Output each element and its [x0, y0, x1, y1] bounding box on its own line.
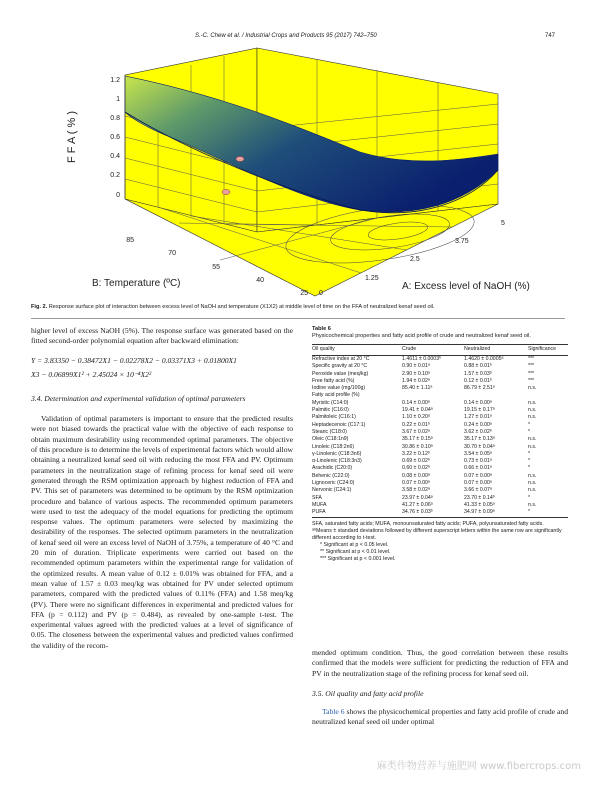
equation-line: X3 − 0.06899X1² + 2.45024 × 10⁻⁴X2²: [31, 369, 152, 379]
table-cell: MUFA: [312, 501, 327, 508]
table-cell: Nervonic (C24:1): [312, 487, 352, 494]
figure-caption-text: Response surface plot of interaction between excess level of NaOH and temperature (X1X2) at middle level of time on the FFA of neutralized kenaf seed oil.: [47, 304, 435, 310]
table-header: Significance: [528, 345, 568, 356]
paragraph: [312, 707, 568, 728]
table-cell: Stearic (C18:0): [312, 428, 347, 435]
table-row: [312, 356, 568, 364]
table-cell: *: [528, 458, 531, 465]
table-cell: 0.08 ± 0.00ᵃ: [402, 472, 430, 479]
table-cell: Behenic (C22:0): [312, 472, 350, 479]
table-cell: 41.33 ± 0.05ᵃ: [464, 501, 495, 508]
section-heading: 3.4. Determination and experimental validation of optimal parameters: [31, 394, 246, 404]
table-row: [312, 371, 568, 378]
table-6-block: [312, 326, 568, 563]
table-cell: α-Linolenic (C18:3n3): [312, 458, 362, 465]
table-cell: 34.97 ± 0.09ᵃ: [464, 509, 528, 517]
table-cell: 19.41 ± 0.04ᵃ: [402, 407, 433, 414]
table-caption: Physicochemical properties and fatty acid profile of crude and neutralized kenaf seed oil.: [312, 333, 531, 339]
table-cell: 3.54 ± 0.05ᵃ: [464, 450, 492, 457]
table-cell: 3.62 ± 0.02ᵇ: [464, 428, 492, 435]
table-cell: 0.66 ± 0.01ᵃ: [464, 465, 492, 472]
table-cell: Palmitic (C16:0): [312, 407, 349, 414]
table-cell: n.s.: [528, 501, 537, 508]
table-cell: 0.69 ± 0.02ᵇ: [402, 458, 430, 465]
table-row: [312, 451, 568, 458]
x-tick-label: 70: [168, 250, 176, 257]
paragraph: Validation of optimal parameters is important to ensure that the predicted results were not biased towards the practical value with the objective of each response to obtain maximum desirability using recommended optimal parameters. The objective of this procedure is to determine the levels of experimental factors which would allow obtaining a neutralized kenaf seed oil with reducing the most FFA and PV. Optimum parameters in the neutralization stage of refining process for kenaf seed oil were generated through the RSM optimization approach by highest reduction of FFA and PV. This set of parameters was determined to be optimum by the RSM optimization procedure and balance of various aspects. The recommended optimum parameters were used to test the adequacy of the model equations for predicting the optimum response values. The optimum parameters were selected by maximizing the desirability of the responses. The selected optimum parameters in the neutralization of kenaf seed oil were an excess level of NaOH of 3.75%, a temperature of 40 °C and 20 min of duration. Triplicate experiments were carried out based on the recommended optimum parameters within the experimental range for validation of the optimized results. A mean value of 0.12 ± 0.01% was obtained for FFA, and a mean value of 1.57 ± 0.03 meq/kg was obtained for PV under selected optimum parameters, compared with the predicted values of 0.11% (FFA) and 1.58 meq/kg (PV). There were no significant differences in experimental and predicted values for FFA (p = 0.112) and PV (p = 0.484), as revealed by one-sample t-test. The experimental values agreed with the predicted values at a level of significance of 0.05. The closeness between the experimental values and predicted values confirmed the validity of the recom-: [31, 414, 293, 650]
table-cell: ***: [528, 363, 535, 370]
table-cell: 0.24 ± 0.00ᵃ: [464, 421, 492, 428]
table-row: [312, 465, 568, 472]
z-tick-label: 1.2: [110, 77, 120, 84]
table-cell: 0.22 ± 0.01ᵇ: [402, 421, 430, 428]
table-cell: 3.22 ± 0.12ᵇ: [402, 450, 430, 457]
table-cell: Oleic (C18:1n9): [312, 436, 349, 443]
x-tick-label: 55: [212, 264, 220, 271]
table-row: [312, 422, 568, 429]
table-cell: 3.67 ± 0.02ᵃ: [402, 428, 430, 435]
table-citation-link[interactable]: Table 6: [322, 706, 345, 716]
table-6: [312, 344, 568, 518]
y-tick-label: 3.75: [455, 238, 469, 245]
watermark: 麻类作物营养与施肥网 www.fibercrops.com: [376, 761, 581, 772]
table-cell: n.s.: [528, 407, 537, 414]
table-cell: Specific gravity at 20 °C: [312, 363, 368, 370]
table-cell: Arachidic (C20:0): [312, 465, 353, 472]
table-cell: n.s.: [528, 399, 537, 406]
table-row: [312, 400, 568, 407]
table-cell: n.s.: [528, 472, 537, 479]
table-cell: 0.90 ± 0.01ᵃ: [402, 363, 430, 370]
table-header: Oil quality: [312, 345, 402, 356]
x-tick-label: 40: [256, 277, 264, 284]
table-note: * Significant at p < 0.05 level.: [320, 541, 389, 548]
table-cell: 0.07 ± 0.00ᵃ: [464, 472, 492, 479]
response-surface-figure: [30, 42, 570, 300]
table-row: [312, 429, 568, 436]
table-row: [312, 363, 568, 370]
table-cell: Palmitoleic (C16:1): [312, 414, 356, 421]
table-cell: Heptadecenoic (C17:1): [312, 421, 366, 428]
table-cell: 30.86 ± 0.10ᵃ: [402, 443, 433, 450]
table-cell: Iodine value (mg/100g): [312, 385, 366, 392]
table-row: [312, 414, 568, 421]
figure-caption: [31, 304, 565, 310]
x-tick-label: 25: [300, 290, 308, 297]
table-row: [312, 502, 568, 509]
table-cell: 41.27 ± 0.06ᵃ: [402, 501, 433, 508]
table-cell: 3.58 ± 0.02ᵃ: [402, 487, 430, 494]
y-tick-label: 2.5: [410, 256, 420, 263]
y-axis-label: A: Excess level of NaOH (%): [402, 281, 530, 292]
table-header: Neutralized: [464, 345, 528, 356]
table-row: [312, 407, 568, 414]
table-cell: n.s.: [528, 480, 537, 487]
paragraph: mended optimum condition. Thus, the good correlation between these results confirmed that the models were sufficient for predicting the reduction of FFA and PV in the neutralization stage of the refining process for kenaf seed oil.: [312, 648, 568, 678]
table-cell: ***: [528, 356, 535, 362]
table-cell: 1.10 ± 0.20ᵃ: [402, 414, 430, 421]
z-tick-label: 0: [116, 192, 120, 199]
table-cell: Fatty acid profile (%): [312, 392, 360, 399]
design-point: [222, 190, 230, 195]
table-cell: n.s.: [528, 487, 537, 494]
table-cell: [528, 392, 568, 399]
table-row: [312, 473, 568, 480]
table-cell: 34.76 ± 0.03ᵇ: [402, 509, 464, 517]
table-cell: *: [528, 421, 531, 428]
table-cell: 23.70 ± 0.14ᵇ: [464, 494, 495, 501]
table-row: [312, 480, 568, 487]
table-note: ᵃᵇMeans ± standard deviations followed by different superscript letters within the same row are significantly different according to t-test.: [312, 527, 562, 541]
page-number: 747: [544, 33, 555, 39]
table-cell: [402, 392, 464, 399]
caption-rule: [31, 318, 565, 319]
table-row: [312, 487, 568, 494]
table-cell: n.s.: [528, 414, 537, 421]
figure-caption-label: Fig. 2.: [31, 304, 48, 310]
table-cell: *: [528, 465, 531, 472]
table-cell: Myristic (C14:0): [312, 399, 349, 406]
z-tick-label: 1: [116, 96, 120, 103]
table-row: [312, 509, 568, 517]
y-tick-label: 5: [501, 220, 505, 227]
table-cell: ***: [528, 370, 535, 377]
table-cell: *: [528, 494, 531, 501]
table-row: [312, 436, 568, 443]
table-cell: Lignoceric (C24:0): [312, 480, 355, 487]
table-cell: 0.07 ± 0.00ᵃ: [464, 480, 492, 487]
table-note: ** Significant at p < 0.01 level.: [320, 548, 391, 555]
equation-line: Y = 3.83350 − 0.38472X1 − 0.02278X2 − 0.03371X3 + 0.01800X1: [31, 355, 237, 365]
table-cell: Free fatty acid (%): [312, 377, 355, 384]
table-note: SFA, saturated fatty acids; MUFA, monounsaturated fatty acids; PUFA, polyunsaturated fatty acids.: [312, 520, 544, 527]
table-header-row: [312, 345, 568, 356]
right-column-text: [312, 648, 568, 727]
table-cell: Refractive index at 20 °C: [312, 356, 370, 362]
table-cell: n.s.: [528, 443, 537, 450]
table-cell: 1.4620 ± 0.0005ᵃ: [464, 356, 504, 362]
table-cell: 2.90 ± 0.10ᵃ: [402, 370, 430, 377]
table-cell: 35.17 ± 0.13ᵃ: [464, 436, 495, 443]
table-cell: 3.66 ± 0.07ᵃ: [464, 487, 492, 494]
table-cell: 1.4611 ± 0.0003ᵇ: [402, 356, 442, 362]
z-axis-label: F F A ( % ): [66, 111, 78, 163]
table-cell: 23.97 ± 0.04ᵃ: [402, 494, 433, 501]
table-cell: 1.27 ± 0.01ᵃ: [464, 414, 492, 421]
table-row: [312, 495, 568, 502]
table-row: [312, 444, 568, 451]
table-cell: PUFA: [312, 509, 402, 517]
table-header: Crude: [402, 345, 464, 356]
z-tick-label: 0.8: [110, 115, 120, 122]
table-cell: 1.57 ± 0.03ᵇ: [464, 370, 492, 377]
table-cell: 30.70 ± 0.04ᵃ: [464, 443, 495, 450]
table-cell: 0.12 ± 0.01ᵇ: [464, 377, 492, 384]
table-cell: 35.17 ± 0.15ᵃ: [402, 436, 433, 443]
z-tick-label: 0.6: [110, 134, 120, 141]
table-cell: 0.60 ± 0.02ᵇ: [402, 465, 430, 472]
table-cell: γ-Linolenic (C18:3n6): [312, 450, 362, 457]
table-cell: n.s.: [528, 436, 537, 443]
table-cell: [464, 392, 528, 399]
table-cell: 0.14 ± 0.00ᵃ: [402, 399, 430, 406]
table-cell: 19.15 ± 0.17ᵃ: [464, 407, 495, 414]
table-cell: Peroxide value (meq/kg): [312, 370, 369, 377]
table-row: [312, 385, 568, 392]
table-row: [312, 392, 568, 399]
table-cell: 0.73 ± 0.01ᵃ: [464, 458, 492, 465]
table-cell: 0.14 ± 0.00ᵃ: [464, 399, 492, 406]
x-axis-label: B: Temperature (ºC): [92, 278, 181, 289]
table-cell: ***: [528, 377, 535, 384]
design-point: [236, 157, 244, 162]
table-cell: *: [528, 450, 531, 457]
z-tick-label: 0.2: [110, 172, 120, 179]
table-cell: 0.88 ± 0.01ᵇ: [464, 363, 492, 370]
table-body: [312, 356, 568, 518]
table-cell: 1.94 ± 0.02ᵃ: [402, 377, 430, 384]
paragraph: higher level of excess NaOH (5%). The response surface was generated based on the fitted second-order polynomial equation after backward elimination:: [31, 326, 293, 346]
table-cell: *: [528, 509, 568, 517]
table-cell: SFA: [312, 494, 322, 501]
table-cell: 86.79 ± 2.51ᵃ: [464, 385, 495, 392]
table-cell: Linoleic (C18:2n6): [312, 443, 355, 450]
table-label: Table 6: [312, 326, 331, 332]
table-row: [312, 378, 568, 385]
table-cell: 0.07 ± 0.00ᵃ: [402, 480, 430, 487]
running-title: S.-C. Chew et al. / Industrial Crops and Products 95 (2017) 742–750: [195, 33, 377, 39]
z-tick-label: 0.4: [110, 153, 120, 160]
y-tick-label: 0: [319, 290, 323, 297]
y-tick-label: 1.25: [365, 275, 379, 282]
left-column: [31, 326, 293, 651]
table-row: [312, 458, 568, 465]
table-cell: 85.40 ± 1.11ᵃ: [402, 385, 433, 392]
x-tick-label: 85: [126, 237, 134, 244]
table-cell: *: [528, 428, 531, 435]
table-cell: n.s.: [528, 385, 537, 392]
paragraph-text: shows the physicochemical properties and fatty acid profile of crude and neutralized kenaf seed oil under optimal: [312, 706, 568, 727]
table-note: *** Significant at p < 0.001 level.: [320, 555, 396, 562]
section-heading: 3.5. Oil quality and fatty acid profile: [312, 688, 424, 698]
